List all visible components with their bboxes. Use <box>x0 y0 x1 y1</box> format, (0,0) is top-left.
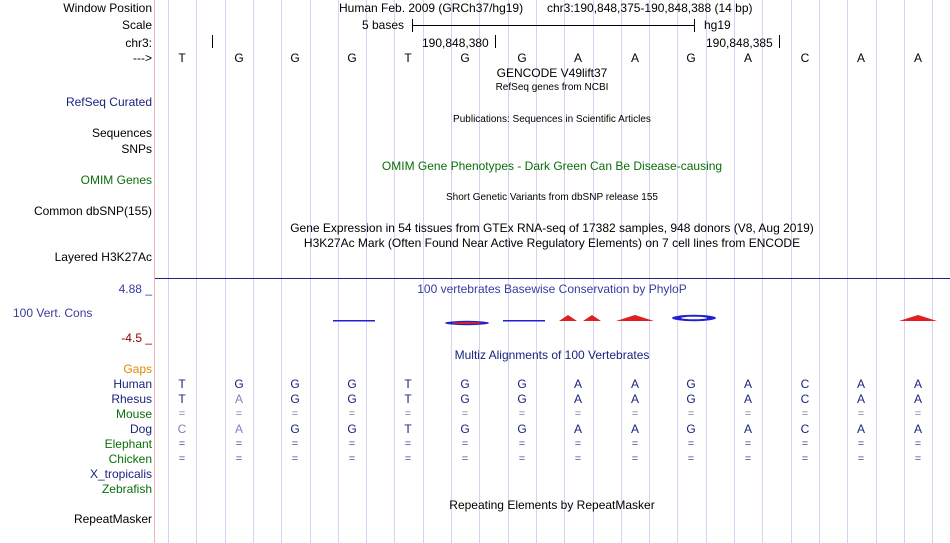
guide-line <box>479 0 480 543</box>
ruler-tick <box>212 35 213 48</box>
reference-base: G <box>517 51 527 65</box>
aligned-base: A <box>743 392 752 406</box>
species-label: Elephant <box>104 437 152 451</box>
aligned-base: A <box>913 377 922 391</box>
snps-label[interactable]: SNPs <box>121 142 152 156</box>
publications-subtitle: Publications: Sequences in Scientific Articles <box>453 114 651 125</box>
aligned-base: = <box>631 408 639 420</box>
reference-base: G <box>347 51 357 65</box>
species-label: Rhesus <box>111 392 152 406</box>
aligned-base: = <box>801 453 809 465</box>
aligned-base: A <box>630 392 639 406</box>
aligned-base: G <box>517 392 527 406</box>
aligned-base: = <box>235 438 243 450</box>
scale-label: Scale <box>121 18 152 32</box>
conservation-mark <box>333 320 375 322</box>
aligned-base: G <box>347 392 357 406</box>
label-separator <box>154 0 155 543</box>
repeatmasker-label[interactable]: RepeatMasker <box>73 512 152 526</box>
position-label[interactable]: chr3:190,848,375-190,848,388 (14 bp) <box>547 1 753 15</box>
species-label: Chicken <box>108 452 152 466</box>
conservation-mark <box>899 315 937 321</box>
aligned-base: = <box>687 453 695 465</box>
guide-line <box>281 0 282 543</box>
aligned-base: = <box>291 408 299 420</box>
aligned-base: = <box>744 408 752 420</box>
aligned-base: = <box>574 438 582 450</box>
aligned-base: A <box>234 392 243 406</box>
species-label: X_tropicalis <box>89 467 152 481</box>
aligned-base: T <box>178 392 186 406</box>
aligned-base: A <box>743 422 752 436</box>
aligned-base: A <box>913 392 922 406</box>
guide-line <box>168 0 169 543</box>
aligned-base: G <box>686 422 696 436</box>
aligned-base: = <box>291 453 299 465</box>
reference-base: A <box>743 51 752 65</box>
scale-bar <box>412 18 695 32</box>
refseq-subtitle: RefSeq genes from NCBI <box>495 82 609 93</box>
aligned-base: = <box>518 408 526 420</box>
aligned-base: = <box>914 438 922 450</box>
aligned-base: = <box>687 408 695 420</box>
aligned-base: = <box>687 438 695 450</box>
guide-line <box>338 0 339 543</box>
multiz-track-title[interactable]: Multiz Alignments of 100 Vertebrates <box>454 348 650 362</box>
aligned-base: A <box>630 422 639 436</box>
phylop-track-title[interactable]: 100 vertebrates Basewise Conservation by PhyloP <box>417 282 687 296</box>
reference-base: A <box>630 51 639 65</box>
aligned-base: = <box>235 408 243 420</box>
aligned-base: = <box>518 438 526 450</box>
conservation-mark <box>559 315 601 321</box>
aligned-base: G <box>686 392 696 406</box>
reference-base: G <box>234 51 244 65</box>
aligned-base: T <box>404 422 412 436</box>
guide-line <box>225 0 226 543</box>
aligned-base: A <box>573 392 582 406</box>
guide-line <box>649 0 650 543</box>
aligned-base: G <box>290 422 300 436</box>
aligned-base: A <box>630 377 639 391</box>
aligned-base: A <box>913 422 922 436</box>
aligned-base: = <box>404 438 412 450</box>
scale-db: hg19 <box>704 18 731 32</box>
reference-base: A <box>913 51 922 65</box>
omim-genes-label[interactable]: OMIM Genes <box>80 173 152 187</box>
aligned-base: = <box>348 453 356 465</box>
guide-line <box>762 0 763 543</box>
reference-base: G <box>460 51 470 65</box>
aligned-base: = <box>348 408 356 420</box>
aligned-base: = <box>744 438 752 450</box>
aligned-base: = <box>857 408 865 420</box>
aligned-base: = <box>857 438 865 450</box>
guide-line <box>451 0 452 543</box>
sequences-label[interactable]: Sequences <box>91 126 152 140</box>
guide-line <box>423 0 424 543</box>
window-position-label: Window Position <box>63 1 152 15</box>
aligned-base: = <box>235 453 243 465</box>
omim-track-title[interactable]: OMIM Gene Phenotypes - Dark Green Can Be Disease-causing <box>381 159 723 173</box>
aligned-base: = <box>801 438 809 450</box>
scale-value: 5 bases <box>362 18 405 32</box>
aligned-base: = <box>631 438 639 450</box>
aligned-base: C <box>177 422 187 436</box>
species-label: Human <box>113 377 152 391</box>
aligned-base: A <box>234 422 243 436</box>
aligned-base: A <box>856 377 865 391</box>
aligned-base: A <box>856 392 865 406</box>
aligned-base: C <box>800 377 810 391</box>
reference-base: T <box>178 51 186 65</box>
reference-base: G <box>686 51 696 65</box>
guide-line <box>932 0 933 543</box>
aligned-base: G <box>460 422 470 436</box>
aligned-base: = <box>291 438 299 450</box>
aligned-base: G <box>290 392 300 406</box>
ruler-tick <box>779 35 780 48</box>
phylop-logo <box>155 310 950 326</box>
aligned-base: = <box>404 453 412 465</box>
reference-base: T <box>404 51 412 65</box>
guide-line <box>819 0 820 543</box>
reference-base: A <box>573 51 582 65</box>
aligned-base: = <box>857 453 865 465</box>
conservation-mark <box>681 317 707 320</box>
aligned-base: = <box>461 438 469 450</box>
aligned-base: G <box>460 377 470 391</box>
dbsnp-subtitle: Short Genetic Variants from dbSNP release 155 <box>446 192 658 203</box>
aligned-base: G <box>460 392 470 406</box>
guide-line <box>366 0 367 543</box>
guide-line <box>196 0 197 543</box>
aligned-base: = <box>461 453 469 465</box>
species-label: Mouse <box>115 407 152 421</box>
aligned-base: G <box>686 377 696 391</box>
ruler-tick-label: 190,848,380 <box>422 36 489 50</box>
guide-line <box>734 0 735 543</box>
repeatmasker-track-title[interactable]: Repeating Elements by RepeatMasker <box>449 498 655 512</box>
aligned-base: C <box>800 392 810 406</box>
gaps-label: Gaps <box>123 362 152 376</box>
aligned-base: G <box>517 377 527 391</box>
aligned-base: G <box>517 422 527 436</box>
aligned-base: G <box>234 377 244 391</box>
conservation-mark <box>616 315 654 321</box>
ruler-tick <box>495 35 496 48</box>
aligned-base: C <box>800 422 810 436</box>
species-label: Zebrafish <box>101 482 152 496</box>
layered-h3k27ac-label[interactable]: Layered H3K27Ac <box>54 250 152 264</box>
guide-line <box>310 0 311 543</box>
aligned-base: = <box>914 408 922 420</box>
aligned-base: T <box>404 377 412 391</box>
aligned-base: = <box>178 408 186 420</box>
strand-label: ---> <box>133 51 152 65</box>
guide-line <box>904 0 905 543</box>
guide-line <box>847 0 848 543</box>
gtex-track-title[interactable]: Gene Expression in 54 tissues from GTEx RNA-seq of 17382 samples, 948 donors (V8, Aug 2019) <box>290 221 814 235</box>
conservation-mark <box>503 320 545 322</box>
guide-line <box>394 0 395 543</box>
aligned-base: = <box>461 408 469 420</box>
aligned-base: A <box>573 422 582 436</box>
aligned-base: = <box>178 438 186 450</box>
conservation-mark <box>452 322 482 324</box>
aligned-base: = <box>631 453 639 465</box>
aligned-base: T <box>178 377 186 391</box>
aligned-base: G <box>347 422 357 436</box>
aligned-base: G <box>290 377 300 391</box>
aligned-base: = <box>404 408 412 420</box>
phylop-min-label: -4.5 _ <box>121 331 152 345</box>
phylop-max-label: 4.88 _ <box>118 282 152 296</box>
guide-line <box>677 0 678 543</box>
guide-line <box>253 0 254 543</box>
guide-line <box>621 0 622 543</box>
h3k27ac-track-title[interactable]: H3K27Ac Mark (Often Found Near Active Regulatory Elements) on 7 cell lines from ENCODE <box>303 236 801 250</box>
aligned-base: = <box>574 408 582 420</box>
aligned-base: = <box>744 453 752 465</box>
gencode-track-title[interactable]: GENCODE V49lift37 <box>496 66 608 80</box>
ruler-tick-label: 190,848,385 <box>706 36 773 50</box>
refseq-curated-label[interactable]: RefSeq Curated <box>65 95 152 109</box>
aligned-base: G <box>347 377 357 391</box>
aligned-base: = <box>178 453 186 465</box>
guide-line <box>706 0 707 543</box>
aligned-base: T <box>404 392 412 406</box>
aligned-base: = <box>914 453 922 465</box>
assembly-label[interactable]: Human Feb. 2009 (GRCh37/hg19) <box>339 1 524 15</box>
aligned-base: = <box>348 438 356 450</box>
reference-base: C <box>800 51 810 65</box>
guide-line <box>791 0 792 543</box>
guide-line <box>876 0 877 543</box>
phylop-track-label[interactable]: 100 Vert. Cons <box>13 306 93 320</box>
track-divider <box>155 278 950 279</box>
chrom-label: chr3: <box>125 36 152 50</box>
aligned-base: A <box>573 377 582 391</box>
aligned-base: = <box>518 453 526 465</box>
aligned-base: = <box>574 453 582 465</box>
aligned-base: A <box>743 377 752 391</box>
common-dbsnp-label[interactable]: Common dbSNP(155) <box>33 204 152 218</box>
aligned-base: A <box>856 422 865 436</box>
reference-base: G <box>290 51 300 65</box>
reference-base: A <box>856 51 865 65</box>
aligned-base: = <box>801 408 809 420</box>
species-label: Dog <box>129 422 152 436</box>
